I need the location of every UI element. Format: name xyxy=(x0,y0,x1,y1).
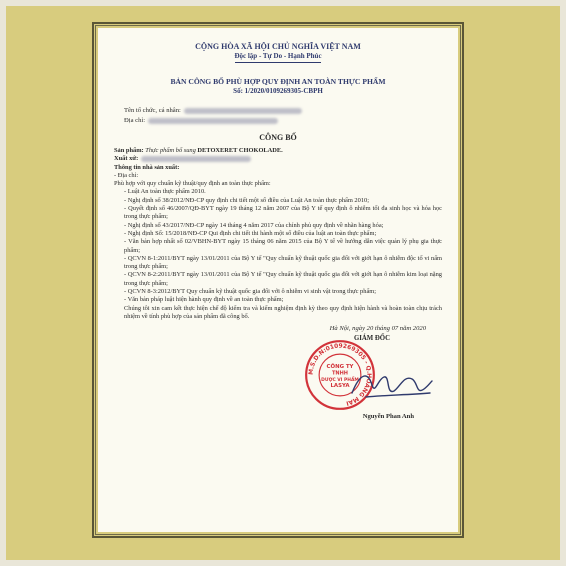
signature-area xyxy=(114,321,442,431)
manufacturer-address-label: - Địa chỉ: xyxy=(114,171,139,179)
product-name: DETOXERET CHOKOLADE. xyxy=(197,147,283,154)
manufacturer-label: Thông tin nhà sản xuất: xyxy=(114,163,180,171)
place-date: Hà Nội, ngày 20 tháng 07 năm 2020 xyxy=(329,325,426,333)
nation-heading: CỘNG HÒA XÃ HỘI CHỦ NGHĨA VIỆT NAM xyxy=(195,42,361,51)
handwritten-signature xyxy=(346,365,436,405)
conformity-item: - Nghị định số 43/2017/NĐ-CP ngày 14 tháng 4 năm 2017 của chính phủ quy định về nhãn hàng hóa; xyxy=(124,221,384,229)
signer-name: Nguyễn Phan Anh xyxy=(362,413,414,421)
org-name-label: Tên tổ chức, cá nhân: xyxy=(124,107,181,114)
conformity-intro: Phù hợp với quy chuẩn kỹ thuật/quy định an toàn thực phẩm: xyxy=(114,180,271,188)
product-label: Sản phẩm: xyxy=(114,147,144,154)
document-page xyxy=(98,28,458,532)
announce-heading: CÔNG BỐ xyxy=(259,133,297,142)
motto-underline xyxy=(235,62,321,63)
redacted-org-address xyxy=(148,118,278,124)
conformity-item: - Luật An toàn thực phẩm 2010. xyxy=(124,188,206,196)
document-title: BẢN CÔNG BỐ PHÙ HỢP QUY ĐỊNH AN TOÀN THỰC PHẨM xyxy=(170,77,386,86)
conformity-item: - Quyết định số 46/2007/QĐ-BYT ngày 19 tháng 12 năm 2007 của Bộ Y tế quy định ô nhiễm tối đa sinh học và hóa học trong thực phẩm; xyxy=(124,205,442,221)
org-address-label: Địa chỉ: xyxy=(124,117,146,124)
document-number: Số: 1/2020/0109269305-CBPH xyxy=(233,87,323,95)
origin-line xyxy=(114,155,442,163)
org-address-row xyxy=(124,116,442,126)
signer-title: GIÁM ĐỐC xyxy=(353,335,390,343)
conformity-item: - Văn bản hợp nhất số 02/VBHN-BYT ngày 15 tháng 06 năm 2015 của Bộ Y tế về hướng dẫn việc quản lý phụ gia thực phẩm; xyxy=(124,238,442,254)
motto: Độc lập - Tự Do - Hạnh Phúc xyxy=(234,52,322,60)
redacted-origin xyxy=(141,156,251,162)
org-name-row xyxy=(124,106,442,116)
commitment-text: Chúng tôi xin cam kết thực hiện chế độ kiểm tra và kiểm nghiệm định kỳ theo quy định hiện hành và hoàn toàn chịu trách nhiệm về tính phù hợp của sản phẩm đã công bố. xyxy=(124,304,442,320)
conformity-item: - Văn bản pháp luật hiện hành quy định về an toàn thực phẩm; xyxy=(124,296,284,304)
seal-text-1: CÔNG TY xyxy=(326,364,354,371)
redacted-org-name xyxy=(184,108,302,114)
seal-text-2: TNHH xyxy=(331,370,349,377)
product-line xyxy=(114,147,442,155)
conformity-item: - QCVN 8-1:2011/BYT ngày 13/01/2011 của Bộ Y tế "Quy chuẩn kỹ thuật quốc gia đối với giới hạn ô nhiễm độc tố vi nấm trong thực phẩm; xyxy=(124,254,442,271)
seal-text-3: DƯỢC VI PHẨM xyxy=(321,377,359,383)
conformity-item: - Nghị định Số: 15/2018/NĐ-CP Qui định chi tiết thi hành một số điều của luật an toàn thực phẩm; xyxy=(124,229,377,237)
seal-ring-text: M.S.D.N:0109269305 - Q.HOÀNG MAI xyxy=(308,343,372,406)
origin-label: Xuất xứ: xyxy=(114,155,139,163)
conformity-item: - Nghị định số 38/2012/NĐ-CP quy định chi tiết một số điều của Luật An toàn thực phẩm 2010; xyxy=(124,196,369,204)
conformity-item: - QCVN 8-2:2011/BYT ngày 13/01/2011 của Bộ Y tế "Quy chuẩn kỹ thuật quốc gia đối với giới hạn ô nhiễm kim loại nặng trong thực phẩm; xyxy=(124,271,442,287)
conformity-item: - QCVN 8-3:2012/BYT Quy chuẩn kỹ thuật quốc gia đối với ô nhiễm vi sinh vật trong thực phẩm; xyxy=(124,288,377,296)
product-type: Thực phẩm bổ sung xyxy=(145,147,196,154)
seal-text-4: LASYA xyxy=(330,383,350,390)
